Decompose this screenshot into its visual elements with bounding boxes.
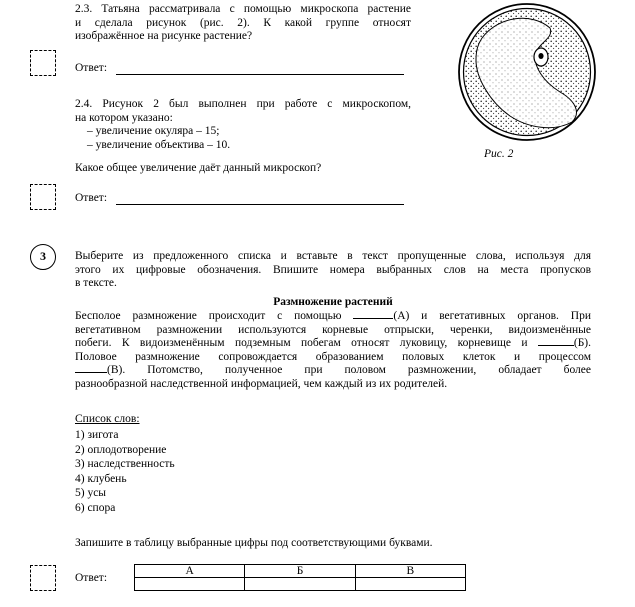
gap-v[interactable] — [75, 372, 107, 373]
table-instruction: Запишите в таблицу выбранные цифры под соответствующими буквами. — [75, 537, 433, 549]
word-list-title: Список слов: — [75, 413, 140, 425]
task-2-3-text — [75, 3, 411, 44]
passage-line: Бесполое размножение происходит с помощью (А) и вегетативных органов. При — [75, 310, 591, 322]
task-2-3-line: изображённое на рисунке растение? — [75, 30, 253, 42]
task-3-number: 3 — [40, 249, 46, 263]
answer-table — [134, 564, 466, 591]
task-3-passage — [75, 310, 591, 391]
answer-field-2-4[interactable] — [116, 204, 404, 205]
word-list — [75, 428, 175, 515]
task-2-4-line: на котором указано: — [75, 111, 173, 124]
answer-table-header-row — [135, 565, 466, 578]
gap-a[interactable] — [353, 318, 393, 319]
answer-score-box-2-3[interactable] — [30, 50, 56, 76]
passage-line: разнообразной наследственной информацией, чем каждый из их родителей. — [75, 377, 448, 390]
word-list-item: 5) усы — [75, 487, 107, 499]
figure-caption: Рис. 2 — [484, 148, 514, 160]
task-2-3-line: 2.3. Татьяна рассматривала с помощью микроскопа растение — [75, 3, 412, 15]
nucleus-inner — [538, 53, 543, 59]
word-list-item: 2) оплодотворение — [75, 443, 167, 456]
task-2-4-question: Какое общее увеличение даёт данный микроскоп? — [75, 162, 322, 174]
answer-score-box-3[interactable] — [30, 565, 56, 591]
answer-table-header-b: Б — [245, 565, 355, 578]
answer-label: Ответ: — [75, 192, 108, 204]
task-2-3-line: и сделала рисунок (рис. 2). К какой группе относят — [75, 16, 411, 29]
microscope-figure — [440, 0, 610, 145]
word-list-item: 4) клубень — [75, 472, 127, 485]
word-list-item: 1) зигота — [75, 429, 119, 441]
word-list-item: 3) наследственность — [75, 458, 175, 470]
answer-table-header-v: В — [355, 565, 465, 578]
task-3-intro-line: в тексте. — [75, 277, 117, 289]
gap-b[interactable] — [538, 345, 574, 346]
word-list-item: 6) спора — [75, 501, 116, 514]
text-title: Размножение растений — [273, 296, 393, 308]
answer-score-box-2-4[interactable] — [30, 184, 56, 210]
task-3-intro — [75, 250, 591, 291]
task-2-4-line: 2.4. Рисунок 2 был выполнен при работе с микроскопом, — [75, 98, 412, 110]
answer-field-2-3[interactable] — [116, 74, 404, 75]
answer-label: Ответ: — [75, 62, 108, 74]
answer-table-header-a: А — [135, 565, 245, 578]
passage-line: побеги. К видоизменённым подземным побегам относят луковицу, корневище и (Б). — [75, 337, 591, 349]
answer-table-input-row — [135, 578, 466, 591]
passage-line: (В). Потомство, полученное при половом размножении, обладает более — [75, 364, 591, 378]
task-3-number-circle — [30, 244, 56, 270]
answer-cell-b[interactable] — [245, 578, 355, 591]
task-2-4-bullet: – увеличение окуляра – 15; — [87, 125, 220, 137]
answer-cell-a[interactable] — [135, 578, 245, 591]
task-2-4-text — [75, 98, 411, 152]
task-2-4-bullet: – увеличение объектива – 10. — [87, 138, 231, 151]
passage-line: вегетативном размножении используются корневые отпрыски, черенки, видоизменённые — [75, 323, 591, 336]
task-3-intro-line: Выберите из предложенного списка и вставьте в текст пропущенные слова, используя для — [75, 250, 591, 262]
passage-line: Половое размножение сопровождается образованием половых клеток и процессом — [75, 350, 591, 363]
answer-label: Ответ: — [75, 572, 108, 584]
task-3-intro-line: этого их цифровые обозначения. Впишите номера выбранных слов на места пропусков — [75, 263, 591, 276]
answer-cell-v[interactable] — [355, 578, 465, 591]
